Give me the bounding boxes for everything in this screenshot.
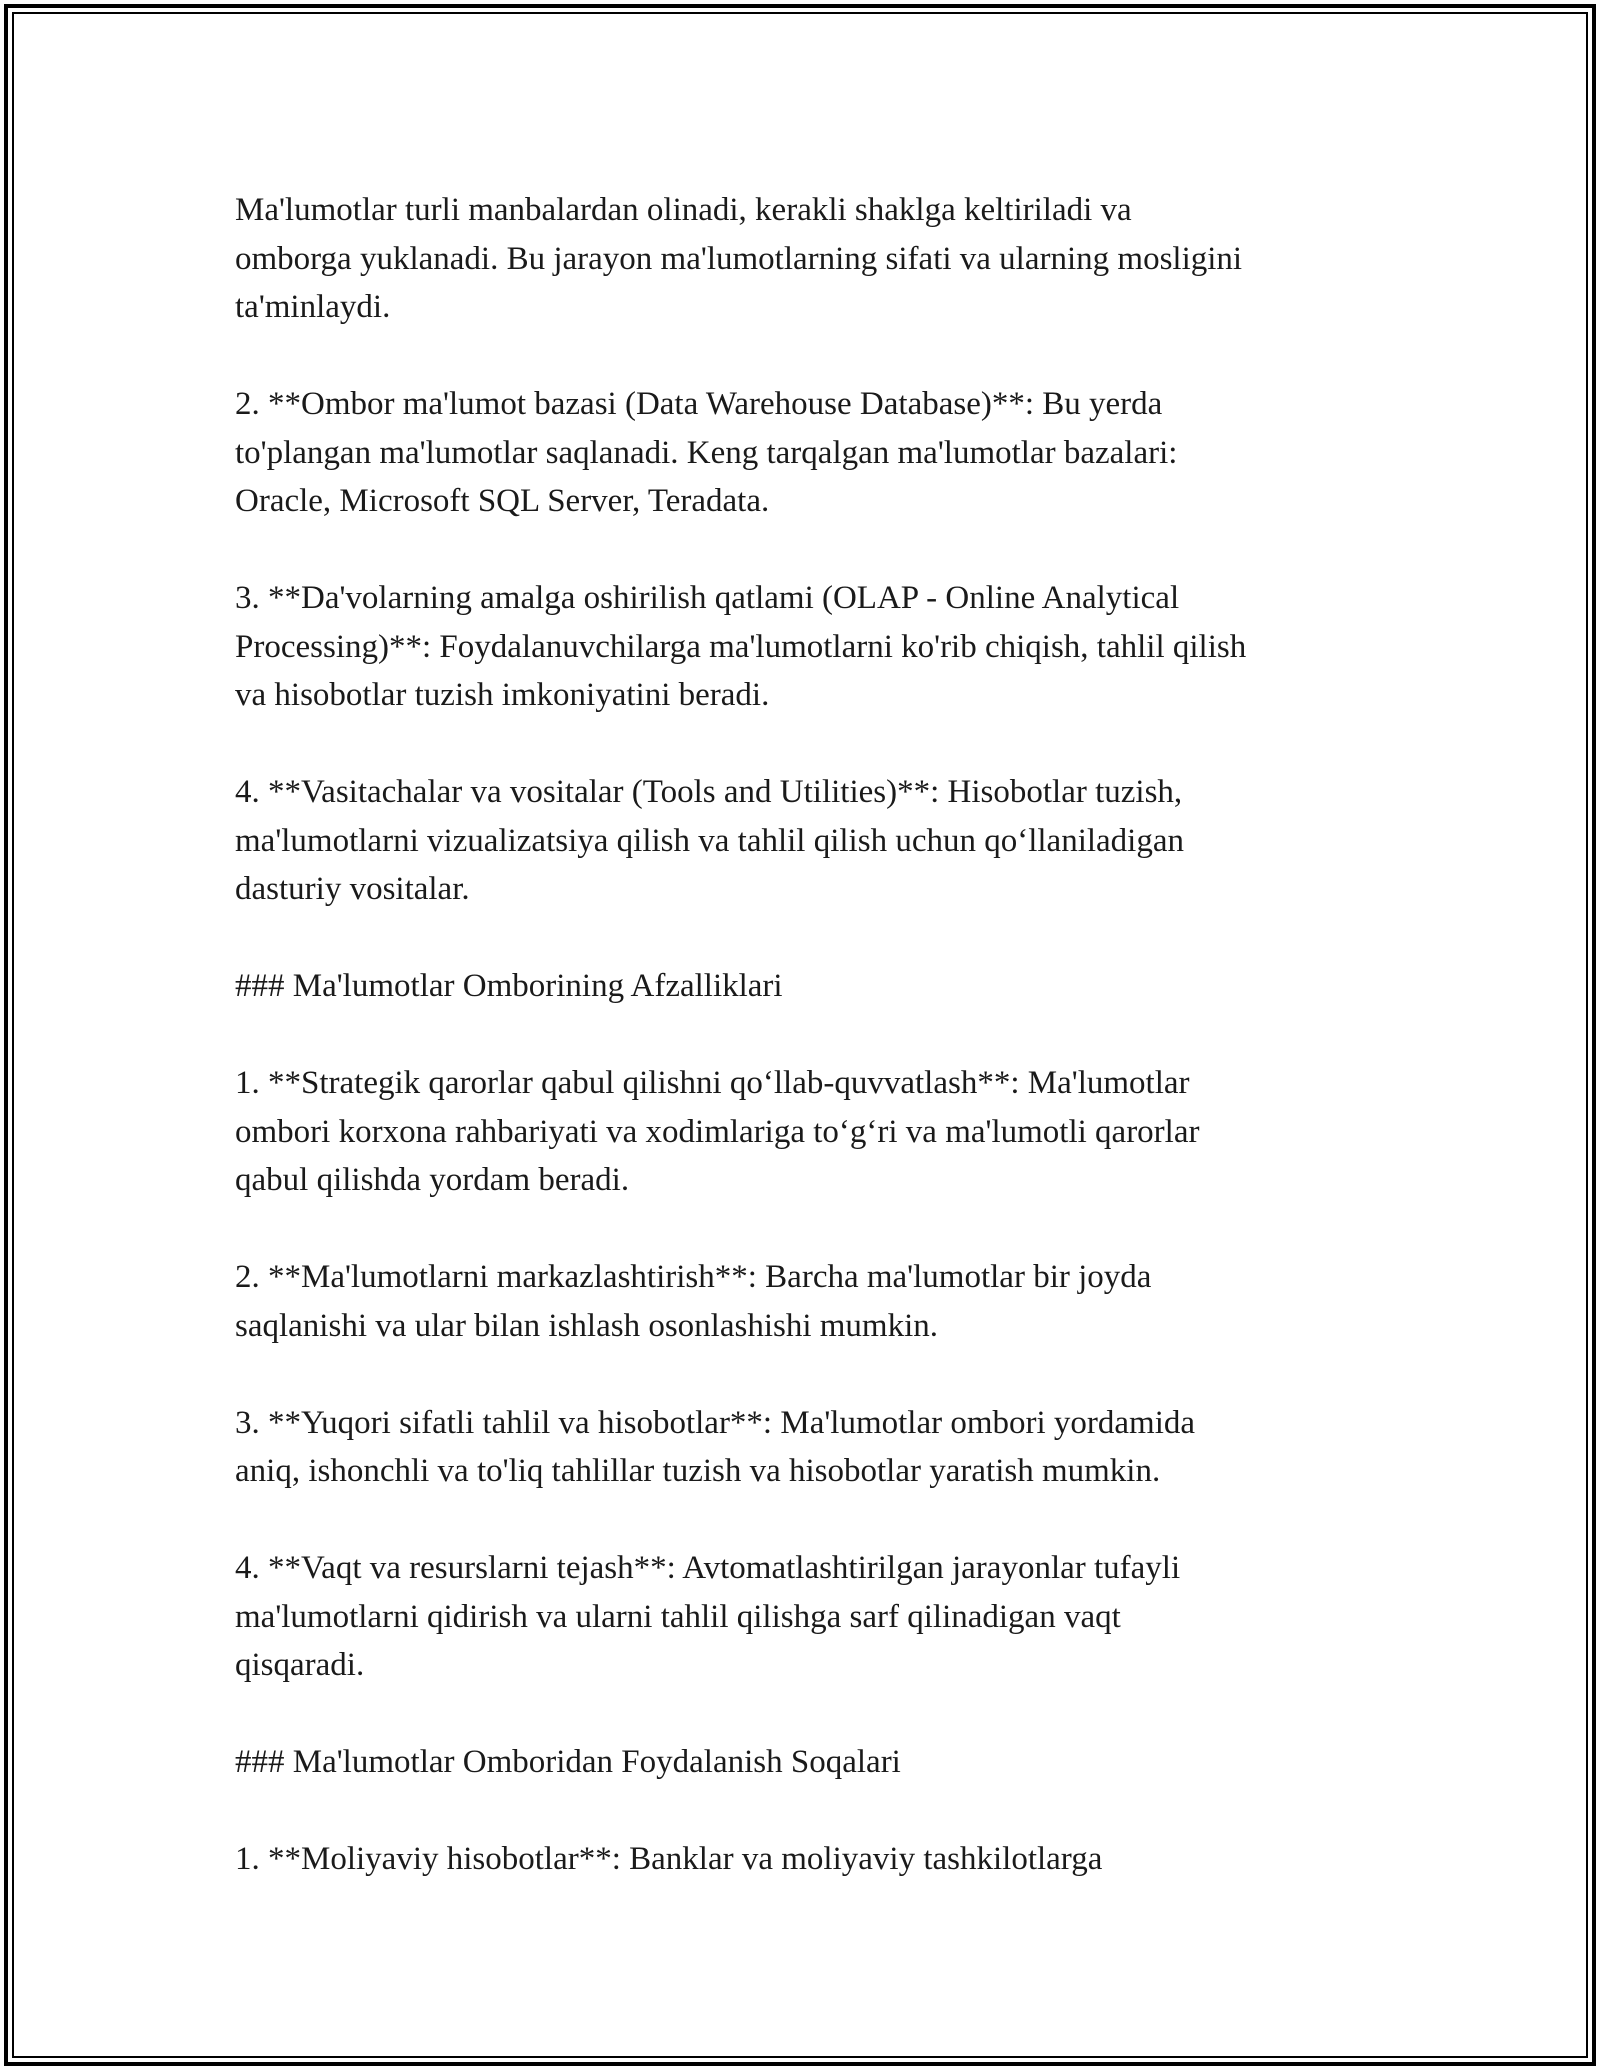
text-line: va hisobotlar tuzish imkoniyatini beradi. (235, 677, 770, 713)
section-heading-usage-areas (235, 1738, 1375, 1787)
text-line: ta'minlaydi. (235, 289, 391, 325)
text-line: Oracle, Microsoft SQL Server, Teradata. (235, 483, 770, 519)
text-line: aniq, ishonchli va to'liq tahlillar tuzish va hisobotlar yaratish mumkin. (235, 1453, 1161, 1489)
text-line: 3. **Yuqori sifatli tahlil va hisobotlar**: Ma'lumotlar ombori yordamida (235, 1404, 1196, 1441)
text-line: qisqaradi. (235, 1647, 365, 1683)
list-item-financial (235, 1835, 1375, 1884)
text-line: 4. **Vaqt va resurslarni tejash**: Avtomatlashtirilgan jarayonlar tufayli (235, 1550, 1181, 1586)
section-heading-advantages (235, 962, 1375, 1011)
text-line: 4. **Vasitachalar va vositalar (Tools and Utilities)**: Hisobotlar tuzish, (235, 774, 1183, 810)
text-line: saqlanishi va ular bilan ishlash osonlashishi mumkin. (235, 1307, 939, 1344)
paragraph-intro (235, 186, 1375, 332)
document-body (235, 186, 1375, 1932)
text-line: ma'lumotlarni vizualizatsiya qilish va tahlil qilish uchun qo‘llaniladigan (235, 822, 1184, 859)
list-item-quality (235, 1399, 1375, 1496)
heading-line: ### Ma'lumotlar Omboridan Foydalanish Soqalari (235, 1744, 901, 1780)
text-line: to'plangan ma'lumotlar saqlanadi. Keng tarqalgan ma'lumotlar bazalari: (235, 434, 1178, 471)
list-item-strategic (235, 1059, 1375, 1205)
text-line: omborga yuklanadi. Bu jarayon ma'lumotlarning sifati va ularning mosligini (235, 240, 1243, 277)
list-item-centralization (235, 1253, 1375, 1350)
text-line: 1. **Strategik qarorlar qabul qilishni qo‘llab-quvvatlash**: Ma'lumotlar (235, 1065, 1190, 1101)
heading-line: ### Ma'lumotlar Omborining Afzalliklari (235, 968, 783, 1004)
text-line: 1. **Moliyaviy hisobotlar**: Banklar va moliyaviy tashkilotlarga (235, 1841, 1103, 1877)
list-item-olap (235, 574, 1375, 720)
text-line: 3. **Da'volarning amalga oshirilish qatlami (OLAP - Online Analytical (235, 580, 1180, 616)
text-line: 2. **Ombor ma'lumot bazasi (Data Warehouse Database)**: Bu yerda (235, 386, 1163, 422)
text-line: ma'lumotlarni qidirish va ularni tahlil qilishga sarf qilinadigan vaqt (235, 1598, 1121, 1635)
text-line: 2. **Ma'lumotlarni markazlashtirish**: Barcha ma'lumotlar bir joyda (235, 1259, 1152, 1295)
text-line: qabul qilishda yordam beradi. (235, 1162, 630, 1198)
text-line: dasturiy vositalar. (235, 871, 470, 907)
list-item-time-saving (235, 1544, 1375, 1690)
list-item-database (235, 380, 1375, 526)
text-line: Ma'lumotlar turli manbalardan olinadi, kerakli shaklga keltiriladi va (235, 192, 1132, 228)
text-line: Processing)**: Foydalanuvchilarga ma'lumotlarni ko'rib chiqish, tahlil qilish (235, 628, 1247, 665)
text-line: ombori korxona rahbariyati va xodimlariga to‘g‘ri va ma'lumotli qarorlar (235, 1113, 1200, 1150)
list-item-tools (235, 768, 1375, 914)
